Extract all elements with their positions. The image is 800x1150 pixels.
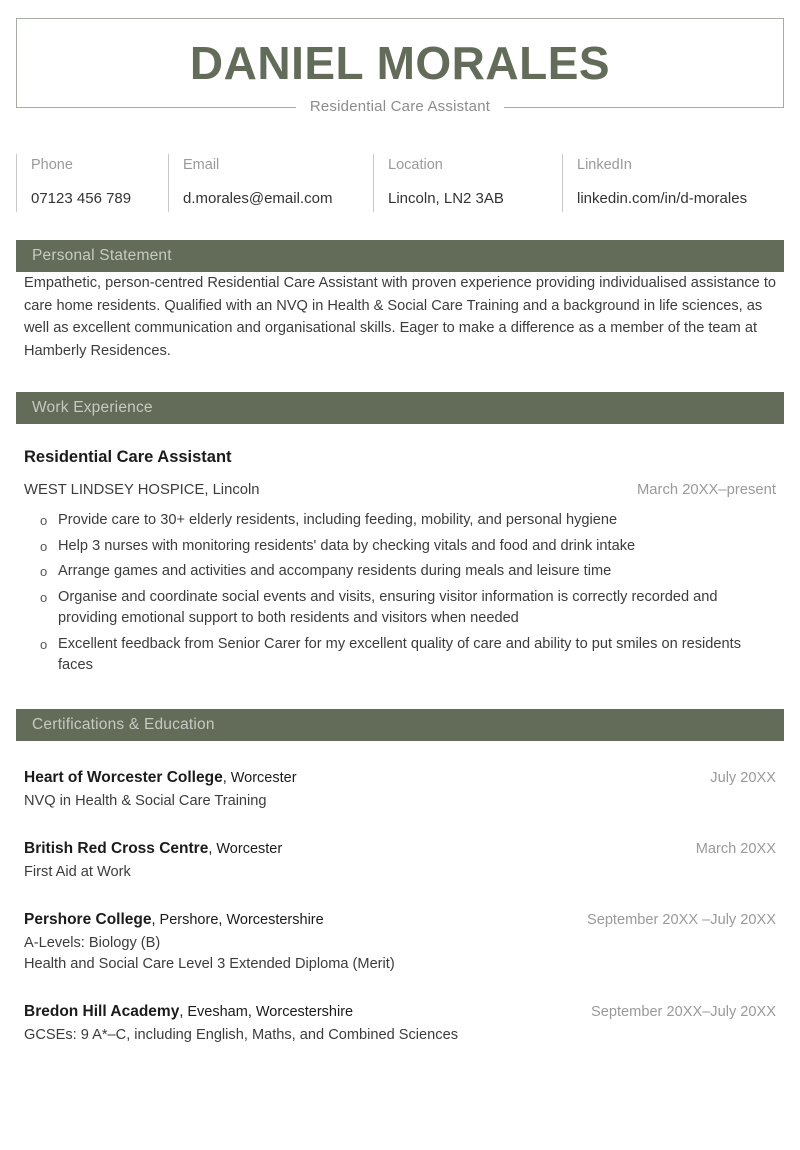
contact-value-linkedin[interactable]: linkedin.com/in/d-morales <box>577 190 748 207</box>
bullet-circle-icon: o <box>40 513 48 528</box>
contact-label-phone: Phone <box>31 157 73 173</box>
education-entry-head <box>24 767 776 789</box>
bullet-text: Arrange games and activities and accompany residents during meals and leisure time <box>58 563 612 579</box>
job-bullet-list <box>24 510 776 677</box>
page-title: DANIEL MORALES <box>189 37 611 89</box>
education-entry-head <box>24 909 776 931</box>
education-location: , Pershore, Worcestershire <box>151 911 324 928</box>
contact-label-email: Email <box>183 157 220 173</box>
header-subtitle-wrap <box>17 97 783 117</box>
job-title: Residential Care Assistant <box>24 448 232 466</box>
education-date: March 20XX <box>695 840 776 857</box>
education-institution-line <box>24 909 324 931</box>
work-experience-entry <box>16 446 784 677</box>
section-header-work-experience <box>16 392 784 424</box>
bullet-text: Provide care to 30+ elderly residents, including feeding, mobility, and personal hygiene <box>58 512 618 528</box>
contact-item-location <box>373 154 562 212</box>
contact-item-phone <box>16 154 168 212</box>
resume-page <box>0 18 800 1150</box>
bullet-circle-icon: o <box>40 538 48 554</box>
section-header-education <box>16 709 784 741</box>
list-item <box>24 561 776 583</box>
job-employer: WEST LINDSEY HOSPICE, Lincoln <box>24 482 260 498</box>
contact-item-email <box>168 154 373 212</box>
education-institution: Heart of Worcester College <box>24 768 223 786</box>
section-title-education: Certifications & Education <box>32 715 215 733</box>
header-name-box <box>16 18 784 115</box>
education-location: , Worcester <box>222 769 297 786</box>
education-institution-line <box>24 1001 353 1023</box>
list-item <box>24 510 776 532</box>
section-personal-statement <box>16 240 784 362</box>
education-entry <box>24 767 776 812</box>
education-date: September 20XX–July 20XX <box>591 1003 776 1020</box>
contact-label-linkedin: LinkedIn <box>577 157 632 173</box>
contact-item-linkedin <box>562 154 784 212</box>
education-detail: NVQ in Health & Social Care Training <box>24 792 267 809</box>
section-title-work-experience: Work Experience <box>32 399 153 416</box>
education-entry <box>24 838 776 883</box>
bullet-text: Help 3 nurses with monitoring residents' data by checking vitals and food and drink intake <box>58 537 636 554</box>
education-entry-head <box>24 838 776 860</box>
bullet-circle-icon: o <box>40 564 48 579</box>
section-header-personal-statement <box>16 240 784 272</box>
contact-value-phone: 07123 456 789 <box>31 190 132 207</box>
contact-label-location: Location <box>388 157 443 173</box>
section-education <box>16 709 784 1046</box>
section-title-personal-statement: Personal Statement <box>32 247 172 264</box>
education-detail: GCSEs: 9 A*–C, including English, Maths, and Combined Sciences <box>24 1026 458 1043</box>
education-date: September 20XX –July 20XX <box>586 911 776 928</box>
education-institution: British Red Cross Centre <box>24 839 209 857</box>
education-detail: A-Levels: Biology (B) Health and Social Care Level 3 Extended Diploma (Merit) <box>24 934 395 972</box>
education-entry <box>24 1001 776 1046</box>
bullet-text: Excellent feedback from Senior Carer for my excellent quality of care and ability to put smiles on residents faces <box>58 635 741 673</box>
contact-row <box>16 154 784 212</box>
education-location: , Evesham, Worcestershire <box>179 1003 354 1020</box>
bullet-circle-icon: o <box>40 589 48 605</box>
education-institution-line <box>24 838 282 860</box>
section-work-experience <box>16 392 784 677</box>
education-date: July 20XX <box>710 769 776 786</box>
education-entry-head <box>24 1001 776 1023</box>
education-location: , Worcester <box>208 840 283 857</box>
education-entry <box>24 909 776 975</box>
education-institution: Bredon Hill Academy <box>24 1002 180 1020</box>
contact-value-location: Lincoln, LN2 3AB <box>388 190 504 207</box>
list-item <box>24 634 776 677</box>
bullet-text: Organise and coordinate social events and visits, ensuring visitor information is correctly recorded and providing emotional support to both residents and visitors when needed <box>58 588 718 626</box>
education-list <box>16 767 784 1046</box>
education-institution-line <box>24 767 297 789</box>
contact-value-email[interactable]: d.morales@email.com <box>183 190 333 207</box>
education-detail: First Aid at Work <box>24 863 131 880</box>
bullet-circle-icon: o <box>40 636 48 652</box>
list-item <box>24 536 776 558</box>
personal-statement-text: Empathetic, person-centred Residential Care Assistant with proven experience providing individualised assistance to care home residents. Qualified with an NVQ in Health & Social Care Training and a background in life sciences, as well as excellent communication and organisational skills. Eager to make a difference as a member of the team at Hamberly Residences. <box>24 275 776 359</box>
education-institution: Pershore College <box>24 910 152 928</box>
list-item <box>24 587 776 630</box>
job-meta <box>24 480 776 500</box>
job-dates: March 20XX–present <box>636 482 776 498</box>
job-subtitle: Residential Care Assistant <box>296 97 504 117</box>
